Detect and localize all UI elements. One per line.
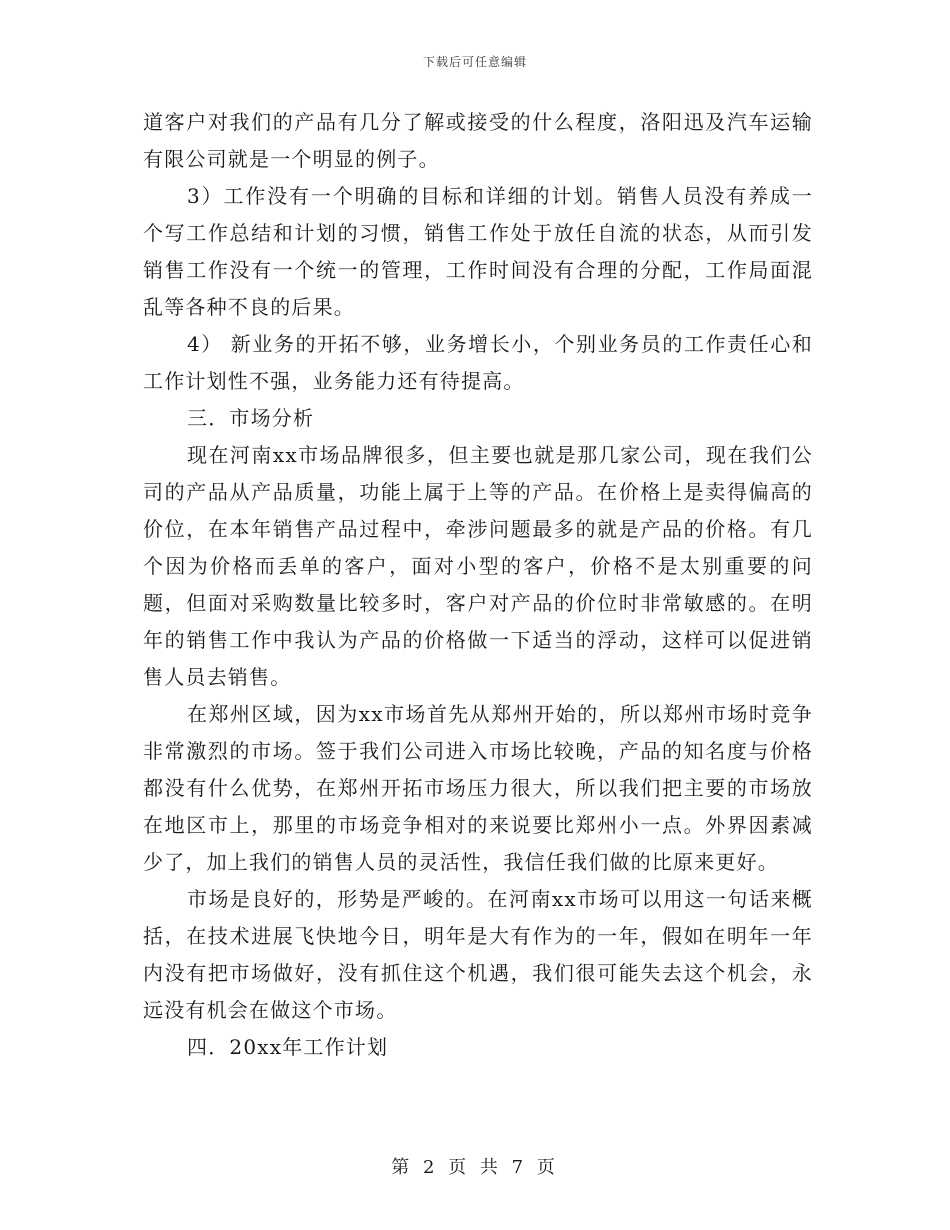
document-body [143, 104, 813, 1066]
paragraph-4: 现在河南xx市场品牌很多，但主要也就是那几家公司，现在我们公司的产品从产品质量，功能上属于上等的产品。在价格上是卖得偏高的价位，在本年销售产品过程中，牵涉问题最多的就是产品的价格。有几个因为价格而丢单的客户，面对小型的客户，价格不是太别重要的问题，但面对采购数量比较多时，客户对产品的价位时非常敏感的。在明年的销售工作中我认为产品的价格做一下适当的浮动，这样可以促进销售人员去销售。 [143, 443, 813, 689]
section-heading-market-analysis: 三．市场分析 [187, 406, 315, 430]
paragraph-1: 道客户对我们的产品有几分了解或接受的什么程度，洛阳迅及汽车运输有限公司就是一个明显的例子。 [143, 110, 813, 171]
page-header: 下载后可任意编辑 [422, 55, 527, 69]
paragraph-2: 3）工作没有一个明确的目标和详细的计划。销售人员没有养成一个写工作总结和计划的习惯，销售工作处于放任自流的状态，从而引发销售工作没有一个统一的管理，工作时间没有合理的分配，工作局面混乱等各种不良的后果。 [143, 184, 813, 319]
paragraph-3: 4） 新业务的开拓不够，业务增长小，个别业务员的工作责任心和工作计划性不强，业务能力还有待提高。 [143, 332, 813, 393]
section-heading-work-plan: 四．20xx年工作计划 [187, 1035, 389, 1059]
paragraph-5: 在郑州区域，因为xx市场首先从郑州开始的，所以郑州市场时竞争非常激烈的市场。签于我们公司进入市场比较晚，产品的知名度与价格都没有什么优势，在郑州开拓市场压力很大，所以我们把主要的市场放在地区市上，那里的市场竞争相对的来说要比郑州小一点。外界因素减少了，加上我们的销售人员的灵活性，我信任我们做的比原来更好。 [143, 702, 813, 874]
page-number-footer: 第 2 页 共 7 页 [391, 1157, 559, 1178]
paragraph-6: 市场是良好的，形势是严峻的。在河南xx市场可以用这一句话来概括，在技术进展飞快地今日，明年是大有作为的一年，假如在明年一年内没有把市场做好，没有抓住这个机遇，我们很可能失去这个机会，永远没有机会在做这个市场。 [143, 887, 813, 1022]
